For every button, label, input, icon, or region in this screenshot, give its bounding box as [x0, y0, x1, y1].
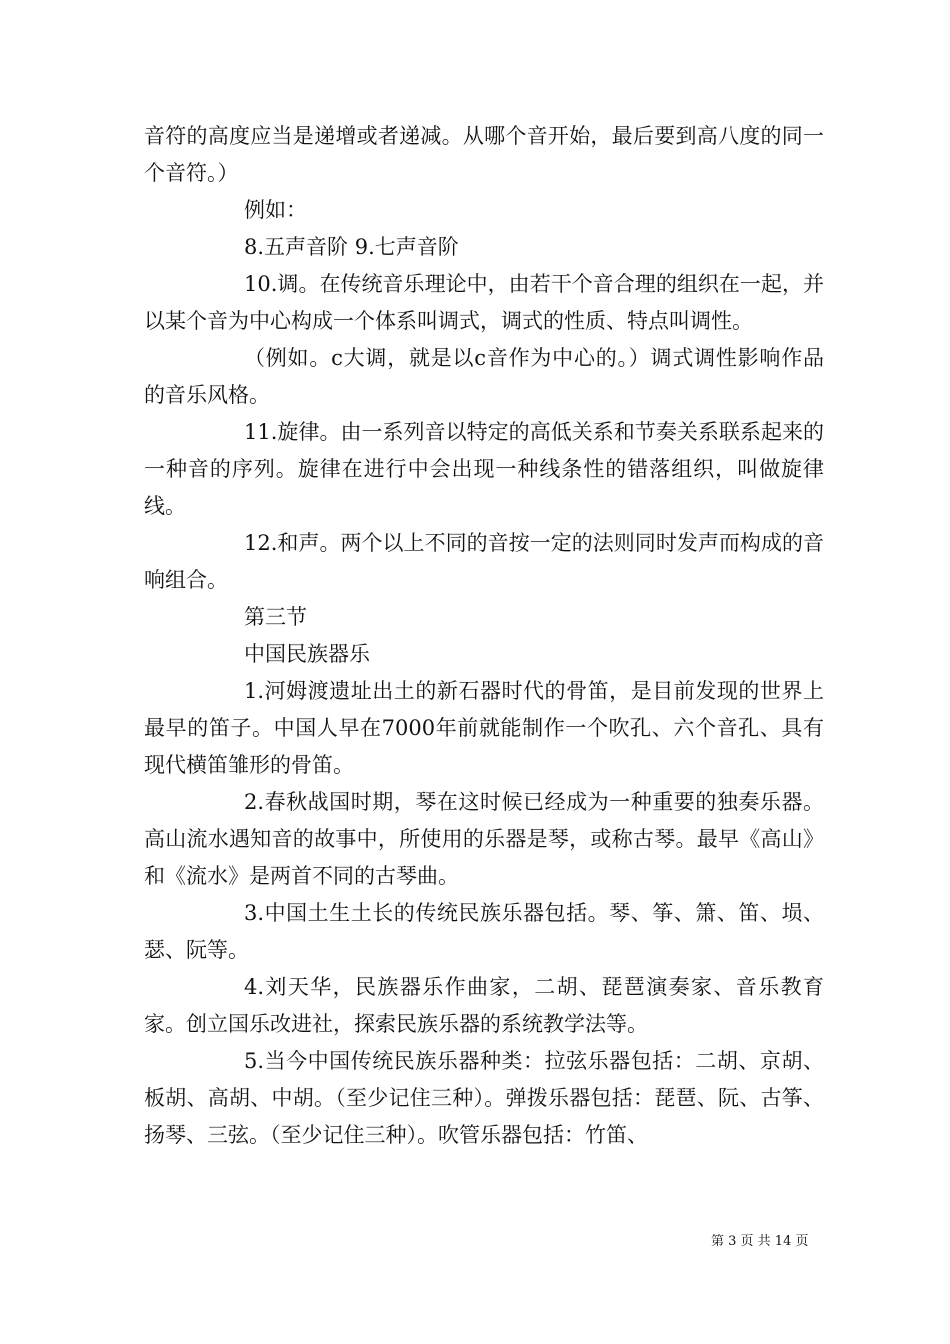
body-text [144, 118, 824, 1154]
paragraph: 12.和声。两个以上不同的音按一定的法则同时发声而构成的音响组合。 [144, 531, 824, 592]
paragraph: 2.春秋战国时期，琴在这时候已经成为一种重要的独奏乐器。高山流水遇知音的故事中，所使用的乐器是琴，或称古琴。最早《高山》和《流水》是两首不同的古琴曲。 [144, 790, 824, 888]
paragraph: 例如： [244, 198, 307, 222]
paragraph: 8.五声音阶 9.七声音阶 [244, 235, 459, 259]
section-subheading: 中国民族器乐 [244, 642, 370, 666]
paragraph: 4.刘天华，民族器乐作曲家，二胡、琵琶演奏家、音乐教育家。创立国乐改进社，探索民族乐器的系统教学法等。 [144, 975, 824, 1036]
paragraph: 音符的高度应当是递增或者递减。从哪个音开始，最后要到高八度的同一个音符。） [144, 124, 824, 185]
section-heading: 第三节 [244, 605, 307, 629]
page-number: 第 3 页 共 14 页 [711, 1234, 809, 1249]
paragraph: 5.当今中国传统民族乐器种类：拉弦乐器包括：二胡、京胡、板胡、高胡、中胡。（至少记住三种）。弹拨乐器包括：琵琶、阮、古筝、扬琴、三弦。（至少记住三种）。吹管乐器包括：竹笛、 [144, 1049, 824, 1147]
paragraph: 10.调。在传统音乐理论中，由若干个音合理的组织在一起，并以某个音为中心构成一个体系叫调式，调式的性质、特点叫调性。 [144, 272, 824, 333]
paragraph: 11.旋律。由一系列音以特定的高低关系和节奏关系联系起来的一种音的序列。旋律在进行中会出现一种线条性的错落组织，叫做旋律线。 [144, 420, 824, 518]
paragraph: 1.河姆渡遗址出土的新石器时代的骨笛，是目前发现的世界上最早的笛子。中国人早在7000年前就能制作一个吹孔、六个音孔、具有现代横笛雏形的骨笛。 [144, 679, 824, 777]
paragraph: 3.中国土生土长的传统民族乐器包括。琴、筝、箫、笛、埙、瑟、阮等。 [144, 901, 824, 962]
paragraph: （例如。c大调，就是以c音作为中心的。）调式调性影响作品的音乐风格。 [144, 346, 824, 407]
